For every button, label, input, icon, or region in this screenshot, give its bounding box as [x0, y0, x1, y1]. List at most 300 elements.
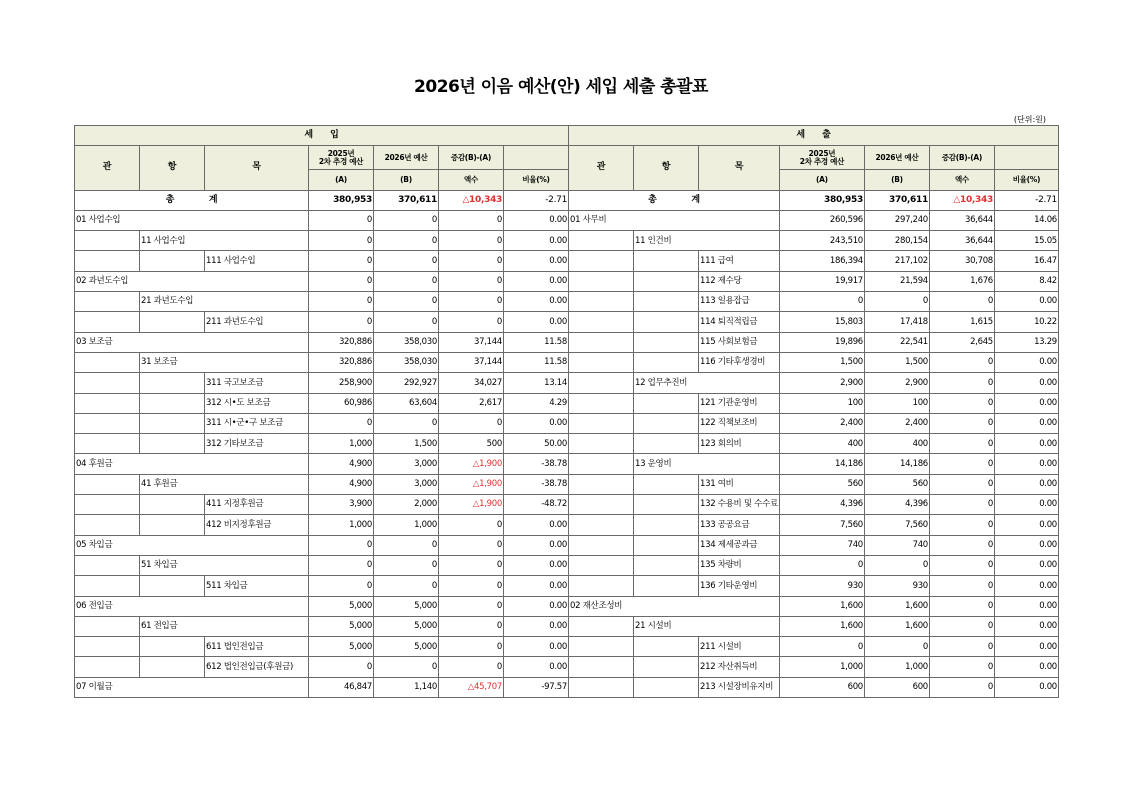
- expense-gwan-blank: [569, 373, 634, 393]
- expense-gwan-blank: [569, 535, 634, 555]
- income-gwan-blank: [75, 555, 140, 575]
- income-curr-amount: 0: [374, 231, 439, 251]
- income-curr-amount: 292,927: [374, 373, 439, 393]
- income-diff-amount: △1,900: [439, 474, 504, 494]
- expense-prev-amount: 100: [779, 393, 864, 413]
- income-gwan-blank: [75, 231, 140, 251]
- expense-prev-amount: 1,600: [779, 596, 864, 616]
- expense-total-label: 총 계: [569, 190, 780, 210]
- income-diff-amount: 0: [439, 515, 504, 535]
- expense-hang-blank: [634, 677, 699, 697]
- expense-prev-amount: 1,000: [779, 657, 864, 677]
- income-gwan-blank: [75, 434, 140, 454]
- income-ratio: 0.00: [504, 210, 569, 230]
- expense-curr-amount: 100: [864, 393, 929, 413]
- expense-hang-label: 21 시설비: [634, 616, 780, 636]
- income-diff-amount: △45,707: [439, 677, 504, 697]
- income-hang-blank: [140, 393, 205, 413]
- expense-curr-amount: 1,500: [864, 352, 929, 372]
- expense-mok-label: 213 시설장비유지비: [699, 677, 780, 697]
- expense-curr-amount: 22,541: [864, 332, 929, 352]
- expense-ratio: 16.47: [994, 251, 1058, 271]
- income-gwan-label: 01 사업수입: [75, 210, 309, 230]
- expense-gwan-blank: [569, 292, 634, 312]
- income-prev-amount: 5,000: [309, 596, 374, 616]
- expense-curr-amount: 217,102: [864, 251, 929, 271]
- income-diff-amount: 0: [439, 596, 504, 616]
- expense-prev-amount: 400: [779, 434, 864, 454]
- expense-mok-label: 112 제수당: [699, 271, 780, 291]
- income-diff-amount: 0: [439, 657, 504, 677]
- expense-gwan-blank: [569, 434, 634, 454]
- table-row: [75, 413, 1059, 433]
- table-row: [75, 677, 1059, 697]
- income-curr-amount: 0: [374, 535, 439, 555]
- income-prev-amount: 0: [309, 251, 374, 271]
- income-hang-label: 11 사업수입: [140, 231, 309, 251]
- expense-hang-blank: [634, 393, 699, 413]
- income-mok-label: 312 시•도 보조금: [205, 393, 309, 413]
- income-diff-amount: 37,144: [439, 352, 504, 372]
- income-ratio: 0.00: [504, 576, 569, 596]
- income-curr-amount: 1,000: [374, 515, 439, 535]
- expense-diff-amount: 0: [929, 352, 994, 372]
- income-mok-label: 511 차입금: [205, 576, 309, 596]
- expense-col-hang: 항: [634, 146, 699, 190]
- income-gwan-blank: [75, 576, 140, 596]
- income-curr-amount: 0: [374, 576, 439, 596]
- expense-diff-amount: 30,708: [929, 251, 994, 271]
- income-prev-amount: 0: [309, 576, 374, 596]
- expense-col-prev-line2: 2차 추경 예산: [799, 156, 845, 166]
- income-hang-label: 61 전입금: [140, 616, 309, 636]
- expense-mok-label: 211 시설비: [699, 637, 780, 657]
- income-curr-amount: 3,000: [374, 474, 439, 494]
- expense-ratio: 0.00: [994, 596, 1058, 616]
- income-prev-amount: 0: [309, 555, 374, 575]
- expense-col-prev-sub: (A): [779, 170, 864, 190]
- income-gwan-blank: [75, 292, 140, 312]
- expense-curr-amount: 600: [864, 677, 929, 697]
- expense-ratio: 10.22: [994, 312, 1058, 332]
- income-gwan-label: 04 후원금: [75, 454, 309, 474]
- income-prev-amount: 4,900: [309, 474, 374, 494]
- income-prev-amount: 0: [309, 231, 374, 251]
- expense-curr-amount: 740: [864, 535, 929, 555]
- expense-hang-blank: [634, 434, 699, 454]
- expense-prev-amount: 1,500: [779, 352, 864, 372]
- income-curr-amount: 1,140: [374, 677, 439, 697]
- expense-hang-blank: [634, 555, 699, 575]
- income-col-prev-sub: (A): [309, 170, 374, 190]
- expense-diff-amount: 36,644: [929, 210, 994, 230]
- income-curr-amount: 0: [374, 292, 439, 312]
- expense-curr-amount: 930: [864, 576, 929, 596]
- expense-gwan-blank: [569, 657, 634, 677]
- expense-hang-blank: [634, 312, 699, 332]
- expense-gwan-blank: [569, 312, 634, 332]
- income-hang-blank: [140, 312, 205, 332]
- income-prev-amount: 3,900: [309, 495, 374, 515]
- income-col-curr: 2026년 예산: [374, 146, 439, 170]
- expense-gwan-blank: [569, 555, 634, 575]
- income-hang-label: 21 과년도수입: [140, 292, 309, 312]
- expense-diff-amount: 0: [929, 434, 994, 454]
- budget-summary-table: [74, 125, 1059, 698]
- table-row: [75, 393, 1059, 413]
- table-row: [75, 596, 1059, 616]
- expense-curr-amount: 0: [864, 637, 929, 657]
- income-ratio: 11.58: [504, 352, 569, 372]
- expense-hang-blank: [634, 576, 699, 596]
- expense-prev-amount: 7,560: [779, 515, 864, 535]
- table-row: [75, 657, 1059, 677]
- income-mok-label: 211 과년도수입: [205, 312, 309, 332]
- income-col-ratio-sub: 비율(%): [504, 170, 569, 190]
- income-diff-amount: 0: [439, 271, 504, 291]
- expense-col-prev-line1: 2025년: [808, 148, 836, 158]
- income-prev-amount: 0: [309, 312, 374, 332]
- expense-mok-label: 132 수용비 및 수수료: [699, 495, 780, 515]
- income-total-diff: △10,343: [439, 190, 504, 210]
- expense-hang-blank: [634, 495, 699, 515]
- income-total-ratio: -2.71: [504, 190, 569, 210]
- expense-ratio: 0.00: [994, 515, 1058, 535]
- income-total-label: 총 계: [75, 190, 309, 210]
- expense-prev-amount: 560: [779, 474, 864, 494]
- income-col-gwan: 관: [75, 146, 140, 190]
- expense-curr-amount: 1,600: [864, 616, 929, 636]
- income-prev-amount: 5,000: [309, 637, 374, 657]
- expense-prev-amount: 740: [779, 535, 864, 555]
- expense-col-diff: 증감(B)-(A): [929, 146, 994, 170]
- expense-mok-label: 133 공공요금: [699, 515, 780, 535]
- expense-hang-blank: [634, 657, 699, 677]
- income-col-prev-line2: 2차 추경 예산: [318, 156, 364, 166]
- income-mok-label: 311 시•군•구 보조금: [205, 413, 309, 433]
- expense-total-prev: 380,953: [779, 190, 864, 210]
- expense-mok-label: 136 기타운영비: [699, 576, 780, 596]
- expense-total-diff: △10,343: [929, 190, 994, 210]
- income-prev-amount: 0: [309, 271, 374, 291]
- expense-total-curr: 370,611: [864, 190, 929, 210]
- expense-diff-amount: 0: [929, 637, 994, 657]
- income-hang-label: 41 후원금: [140, 474, 309, 494]
- table-row: [75, 332, 1059, 352]
- income-ratio: 0.00: [504, 231, 569, 251]
- expense-ratio: 0.00: [994, 677, 1058, 697]
- expense-ratio: 0.00: [994, 413, 1058, 433]
- expense-section-header: 세 출: [569, 126, 1059, 146]
- income-ratio: -97.57: [504, 677, 569, 697]
- expense-diff-amount: 1,615: [929, 312, 994, 332]
- income-ratio: -48.72: [504, 495, 569, 515]
- expense-col-ratio-top: [994, 146, 1058, 170]
- income-hang-blank: [140, 251, 205, 271]
- income-gwan-blank: [75, 474, 140, 494]
- income-ratio: 0.00: [504, 413, 569, 433]
- expense-ratio: 0.00: [994, 292, 1058, 312]
- table-row: [75, 231, 1059, 251]
- expense-curr-amount: 2,900: [864, 373, 929, 393]
- income-ratio: 0.00: [504, 251, 569, 271]
- expense-diff-amount: 0: [929, 495, 994, 515]
- expense-diff-amount: 0: [929, 535, 994, 555]
- income-col-prev: [309, 146, 374, 170]
- expense-mok-label: 111 급여: [699, 251, 780, 271]
- income-ratio: 13.14: [504, 373, 569, 393]
- expense-prev-amount: 19,896: [779, 332, 864, 352]
- income-prev-amount: 46,847: [309, 677, 374, 697]
- income-curr-amount: 0: [374, 251, 439, 271]
- table-row: [75, 454, 1059, 474]
- expense-hang-blank: [634, 271, 699, 291]
- income-mok-label: 411 지정후원금: [205, 495, 309, 515]
- expense-ratio: 0.00: [994, 616, 1058, 636]
- income-gwan-label: 03 보조금: [75, 332, 309, 352]
- expense-gwan-blank: [569, 495, 634, 515]
- income-total-curr: 370,611: [374, 190, 439, 210]
- expense-curr-amount: 7,560: [864, 515, 929, 535]
- expense-gwan-blank: [569, 271, 634, 291]
- expense-gwan-blank: [569, 454, 634, 474]
- expense-prev-amount: 0: [779, 637, 864, 657]
- income-diff-amount: 0: [439, 616, 504, 636]
- expense-mok-label: 114 퇴직적립금: [699, 312, 780, 332]
- income-curr-amount: 0: [374, 271, 439, 291]
- income-hang-label: 31 보조금: [140, 352, 309, 372]
- expense-hang-blank: [634, 535, 699, 555]
- expense-col-mok: 목: [699, 146, 780, 190]
- expense-prev-amount: 15,803: [779, 312, 864, 332]
- income-col-curr-sub: (B): [374, 170, 439, 190]
- expense-hang-label: 11 인건비: [634, 231, 780, 251]
- expense-prev-amount: 19,917: [779, 271, 864, 291]
- income-prev-amount: 4,900: [309, 454, 374, 474]
- income-diff-amount: △1,900: [439, 495, 504, 515]
- income-curr-amount: 358,030: [374, 352, 439, 372]
- expense-diff-amount: 0: [929, 616, 994, 636]
- expense-curr-amount: 17,418: [864, 312, 929, 332]
- income-gwan-label: 02 과년도수입: [75, 271, 309, 291]
- expense-diff-amount: 0: [929, 454, 994, 474]
- expense-gwan-blank: [569, 616, 634, 636]
- income-hang-label: 51 차입금: [140, 555, 309, 575]
- income-diff-amount: 0: [439, 312, 504, 332]
- expense-prev-amount: 243,510: [779, 231, 864, 251]
- income-prev-amount: 0: [309, 413, 374, 433]
- expense-curr-amount: 21,594: [864, 271, 929, 291]
- income-hang-blank: [140, 637, 205, 657]
- expense-gwan-blank: [569, 677, 634, 697]
- expense-prev-amount: 1,600: [779, 616, 864, 636]
- expense-prev-amount: 600: [779, 677, 864, 697]
- income-ratio: -38.78: [504, 454, 569, 474]
- expense-ratio: 8.42: [994, 271, 1058, 291]
- income-curr-amount: 5,000: [374, 637, 439, 657]
- income-curr-amount: 0: [374, 413, 439, 433]
- income-hang-blank: [140, 657, 205, 677]
- expense-mok-label: 122 직책보조비: [699, 413, 780, 433]
- income-gwan-blank: [75, 312, 140, 332]
- expense-ratio: 0.00: [994, 393, 1058, 413]
- income-diff-amount: 0: [439, 535, 504, 555]
- income-curr-amount: 1,500: [374, 434, 439, 454]
- expense-curr-amount: 14,186: [864, 454, 929, 474]
- expense-mok-label: 134 제세공과금: [699, 535, 780, 555]
- expense-gwan-blank: [569, 231, 634, 251]
- expense-diff-amount: 0: [929, 596, 994, 616]
- expense-ratio: 0.00: [994, 434, 1058, 454]
- income-diff-amount: △1,900: [439, 454, 504, 474]
- income-curr-amount: 0: [374, 657, 439, 677]
- table-row: [75, 495, 1059, 515]
- expense-mok-label: 116 기타후생경비: [699, 352, 780, 372]
- expense-hang-blank: [634, 413, 699, 433]
- income-gwan-blank: [75, 616, 140, 636]
- income-curr-amount: 0: [374, 555, 439, 575]
- expense-ratio: 0.00: [994, 373, 1058, 393]
- income-prev-amount: 1,000: [309, 434, 374, 454]
- expense-hang-blank: [634, 515, 699, 535]
- expense-prev-amount: 0: [779, 555, 864, 575]
- income-ratio: 0.00: [504, 657, 569, 677]
- income-prev-amount: 0: [309, 535, 374, 555]
- income-gwan-blank: [75, 251, 140, 271]
- expense-diff-amount: 0: [929, 657, 994, 677]
- expense-hang-blank: [634, 352, 699, 372]
- expense-ratio: 14.06: [994, 210, 1058, 230]
- income-col-prev-line1: 2025년: [327, 148, 355, 158]
- income-mok-label: 312 기타보조금: [205, 434, 309, 454]
- expense-col-ratio-sub: 비율(%): [994, 170, 1058, 190]
- table-row: [75, 616, 1059, 636]
- income-hang-blank: [140, 434, 205, 454]
- income-diff-amount: 500: [439, 434, 504, 454]
- income-section-header: 세 입: [75, 126, 569, 146]
- income-curr-amount: 0: [374, 312, 439, 332]
- income-ratio: 0.00: [504, 637, 569, 657]
- expense-prev-amount: 260,596: [779, 210, 864, 230]
- table-row: [75, 576, 1059, 596]
- expense-ratio: 0.00: [994, 495, 1058, 515]
- table-row: [75, 292, 1059, 312]
- expense-mok-label: 135 차량비: [699, 555, 780, 575]
- income-prev-amount: 0: [309, 657, 374, 677]
- expense-gwan-blank: [569, 393, 634, 413]
- income-curr-amount: 5,000: [374, 616, 439, 636]
- expense-curr-amount: 4,396: [864, 495, 929, 515]
- expense-diff-amount: 36,644: [929, 231, 994, 251]
- table-row: [75, 251, 1059, 271]
- expense-ratio: 0.00: [994, 352, 1058, 372]
- total-row: [75, 190, 1059, 210]
- expense-gwan-blank: [569, 332, 634, 352]
- income-col-ratio-top: [504, 146, 569, 170]
- income-ratio: 0.00: [504, 535, 569, 555]
- income-ratio: 0.00: [504, 515, 569, 535]
- income-curr-amount: 5,000: [374, 596, 439, 616]
- table-row: [75, 271, 1059, 291]
- income-gwan-blank: [75, 637, 140, 657]
- expense-total-ratio: -2.71: [994, 190, 1058, 210]
- expense-ratio: 0.00: [994, 657, 1058, 677]
- income-prev-amount: 1,000: [309, 515, 374, 535]
- income-col-diff-sub: 액수: [439, 170, 504, 190]
- income-prev-amount: 0: [309, 292, 374, 312]
- table-row: [75, 434, 1059, 454]
- expense-diff-amount: 0: [929, 373, 994, 393]
- expense-diff-amount: 0: [929, 474, 994, 494]
- expense-gwan-label: 02 재산조성비: [569, 596, 780, 616]
- expense-diff-amount: 0: [929, 393, 994, 413]
- expense-ratio: 15.05: [994, 231, 1058, 251]
- expense-curr-amount: 0: [864, 555, 929, 575]
- expense-col-gwan: 관: [569, 146, 634, 190]
- income-prev-amount: 320,886: [309, 352, 374, 372]
- expense-hang-blank: [634, 292, 699, 312]
- income-hang-blank: [140, 515, 205, 535]
- income-diff-amount: 0: [439, 292, 504, 312]
- expense-curr-amount: 1,000: [864, 657, 929, 677]
- expense-ratio: 0.00: [994, 454, 1058, 474]
- expense-mok-label: 123 회의비: [699, 434, 780, 454]
- expense-col-curr-sub: (B): [864, 170, 929, 190]
- expense-diff-amount: 0: [929, 292, 994, 312]
- income-diff-amount: 0: [439, 231, 504, 251]
- expense-ratio: 0.00: [994, 637, 1058, 657]
- income-gwan-label: 05 차입금: [75, 535, 309, 555]
- expense-hang-blank: [634, 474, 699, 494]
- income-curr-amount: 2,000: [374, 495, 439, 515]
- income-mok-label: 611 법인전입금: [205, 637, 309, 657]
- page-title: 2026년 이음 예산(안) 세입 세출 총괄표: [414, 77, 708, 97]
- income-total-prev: 380,953: [309, 190, 374, 210]
- income-mok-label: 111 사업수입: [205, 251, 309, 271]
- expense-curr-amount: 560: [864, 474, 929, 494]
- income-gwan-blank: [75, 352, 140, 372]
- income-mok-label: 311 국고보조금: [205, 373, 309, 393]
- unit-label: (단위:원): [1013, 115, 1046, 124]
- expense-ratio: 0.00: [994, 474, 1058, 494]
- income-hang-blank: [140, 495, 205, 515]
- income-diff-amount: 2,617: [439, 393, 504, 413]
- income-mok-label: 412 비지정후원금: [205, 515, 309, 535]
- income-ratio: 50.00: [504, 434, 569, 454]
- income-diff-amount: 0: [439, 210, 504, 230]
- expense-diff-amount: 0: [929, 515, 994, 535]
- income-prev-amount: 320,886: [309, 332, 374, 352]
- income-prev-amount: 0: [309, 210, 374, 230]
- expense-diff-amount: 0: [929, 677, 994, 697]
- expense-mok-label: 212 자산취득비: [699, 657, 780, 677]
- expense-prev-amount: 0: [779, 292, 864, 312]
- budget-rows: [75, 210, 1059, 697]
- income-gwan-blank: [75, 413, 140, 433]
- income-mok-label: 612 법인전입금(후원금): [205, 657, 309, 677]
- income-gwan-blank: [75, 515, 140, 535]
- income-ratio: 0.00: [504, 312, 569, 332]
- expense-gwan-label: 01 사무비: [569, 210, 780, 230]
- expense-diff-amount: 0: [929, 555, 994, 575]
- income-ratio: -38.78: [504, 474, 569, 494]
- expense-diff-amount: 0: [929, 576, 994, 596]
- income-diff-amount: 0: [439, 555, 504, 575]
- expense-mok-label: 131 여비: [699, 474, 780, 494]
- income-diff-amount: 34,027: [439, 373, 504, 393]
- expense-prev-amount: 2,400: [779, 413, 864, 433]
- expense-diff-amount: 0: [929, 413, 994, 433]
